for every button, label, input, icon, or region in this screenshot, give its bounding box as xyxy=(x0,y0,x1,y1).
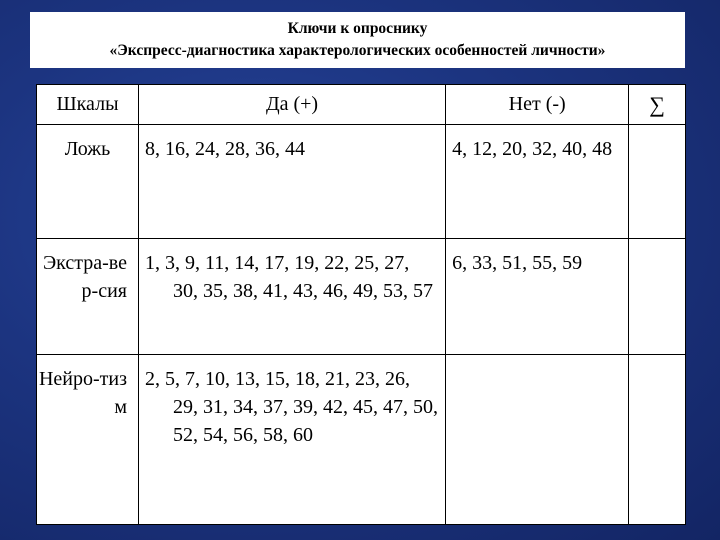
table-row xyxy=(37,125,686,239)
scale-name-extraversion-text: Экстра-вер-сия xyxy=(42,252,127,302)
header-yes: Да (+) xyxy=(138,85,445,125)
table-header-row xyxy=(37,85,686,125)
sum-cell-neuroticism[interactable] xyxy=(629,355,686,525)
no-keys-extraversion xyxy=(446,239,629,355)
scale-name-neuroticism xyxy=(37,355,139,525)
title-line-2: «Экспресс-диагностика характерологических особенностей личности» xyxy=(109,42,606,59)
scale-name-lie: Ложь xyxy=(37,125,139,239)
yes-keys-lie xyxy=(138,125,445,239)
header-scales: Шкалы xyxy=(37,85,139,125)
header-no: Нет (-) xyxy=(446,85,629,125)
no-keys-neuroticism xyxy=(446,355,629,525)
table-row xyxy=(37,355,686,525)
no-keys-lie-text: 4, 12, 20, 32, 40, 48 xyxy=(452,138,613,160)
sum-cell-lie[interactable] xyxy=(629,125,686,239)
scale-name-extraversion xyxy=(37,239,139,355)
no-keys-extraversion-text: 6, 33, 51, 55, 59 xyxy=(452,252,583,274)
table-row xyxy=(37,239,686,355)
no-keys-lie xyxy=(446,125,629,239)
keys-table xyxy=(36,84,686,525)
title-box xyxy=(30,12,685,68)
yes-keys-extraversion xyxy=(138,239,445,355)
title-line-1: Ключи к опроснику xyxy=(287,20,428,37)
yes-keys-neuroticism-text: 2, 5, 7, 10, 13, 15, 18, 21, 23, 26, 29, 31, 34, 37, 39, 42, 45, 47, 50, 52, 54, 56, 58, 60 xyxy=(144,368,438,446)
yes-keys-lie-text: 8, 16, 24, 28, 36, 44 xyxy=(144,138,305,160)
scale-name-neuroticism-text: Нейро-тизм xyxy=(38,368,127,418)
sum-cell-extraversion[interactable] xyxy=(629,239,686,355)
header-sum: ∑ xyxy=(629,85,686,125)
yes-keys-neuroticism xyxy=(138,355,445,525)
yes-keys-extraversion-text: 1, 3, 9, 11, 14, 17, 19, 22, 25, 27, 30, 35, 38, 41, 43, 46, 49, 53, 57 xyxy=(144,252,433,302)
